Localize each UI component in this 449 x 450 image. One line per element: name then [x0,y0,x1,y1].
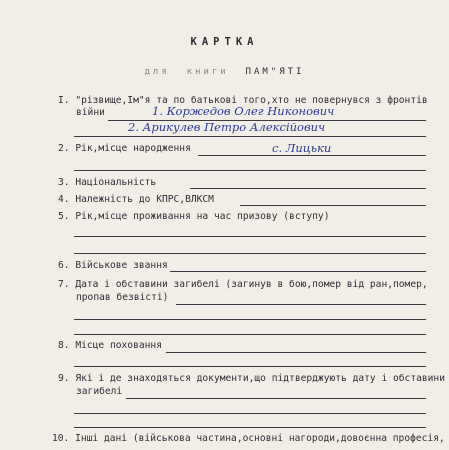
field-6-underline [170,271,426,272]
subtitle-word-for: для [144,67,170,77]
field-5-label: 5. Рік,місце проживання на час призову (вступу) [58,211,330,222]
field-1-label-line-2: війни [76,107,105,118]
field-3-label: 3. Національність [58,177,157,188]
field-2-underline-2 [74,170,426,171]
field-1-handwritten-name-1: 1. Коржедов Олег Никонович [152,104,335,118]
field-7-label-line-1: 7. Дата і обставини загибелі (загинув в бою,помер від ран,помер, [58,279,428,290]
field-7-underline-1 [176,304,426,305]
field-1-underline-2 [74,136,426,137]
field-10-label-line-1: 10. Інші дані (військова частина,основні нагороди,довоєнна професія, [52,433,445,444]
card-title: КАРТКА [190,36,259,48]
subtitle-word-book: книги [186,67,229,77]
field-7-underline-3 [74,334,426,335]
field-4-underline [240,205,426,206]
field-1-handwritten-name-2: 2. Арикулев Петро Алексійович [128,120,326,134]
subtitle-word-memory: ПАМ"ЯТІ [245,67,305,77]
card-subtitle [0,67,449,77]
field-3-underline [190,188,426,189]
field-9-underline-2 [74,413,426,414]
field-8-label: 8. Місце поховання [58,340,162,351]
field-7-label-line-2: пропав безвісті) [76,292,169,303]
field-4-label: 4. Належність до КПРС,ВЛКСМ [58,194,214,205]
field-8-underline-1 [166,352,426,353]
field-2-underline-1 [198,155,426,156]
field-9-underline-3 [74,427,426,428]
field-1-label-line-1: I. "різвище,Ім"я та по батькові того,хто не повернувся з фронтів [58,95,428,106]
field-2-label: 2. Рік,місце народження [58,143,191,154]
field-9-underline-1 [126,398,426,399]
field-9-label-line-1: 9. Які і де знаходяться документи,що підтверджують дату і обставини [58,373,445,384]
field-9-label-line-2: загибелі [76,386,123,397]
field-5-underline-1 [74,236,426,237]
field-8-underline-2 [74,366,426,367]
field-2-handwritten-place: с. Лицьки [272,141,332,155]
field-5-underline-2 [74,253,426,254]
field-7-underline-2 [74,319,426,320]
field-6-label: 6. Військове звання [58,260,168,271]
